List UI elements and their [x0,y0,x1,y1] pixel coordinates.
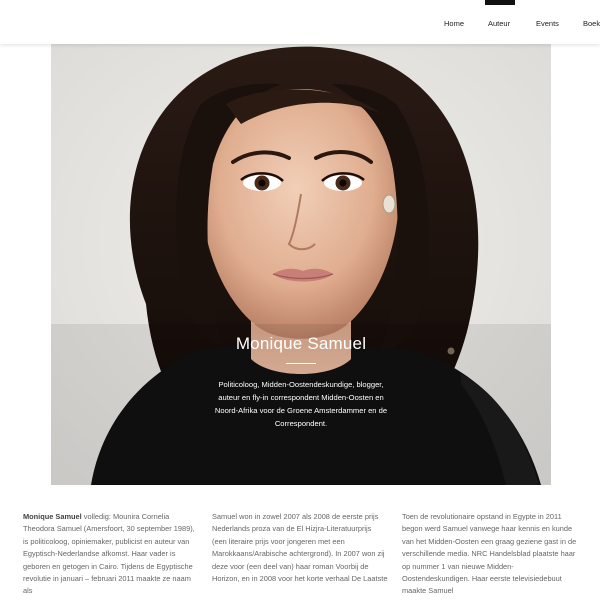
author-tagline: Politicoloog, Midden-Oostendeskundige, blogger, auteur en fly-in correspondent Midden-Oosten en Noord-Afrika voor de Groene Amsterdammer en de Correspondent. [214,380,388,428]
bio-column-1 [23,511,199,598]
top-navigation-bar [0,0,600,44]
nav-item-events[interactable]: Events [536,19,559,28]
bio-column-3-text: Toen de revolutionaire opstand in Egypte in 2011 begon werd Samuel vanwege haar kennis en kunde van het Midden-Oosten een graag geziene gast in de verschillende media. NRC Handelsblad plaatste haar op nummer 1 van nieuwe Midden-Oostendeskundigen. Haar eerste televisiedebuut maakte Samuel [402,512,577,596]
main-nav [0,19,600,33]
bio-column-1-text: volledig: Mounira Cornelia Theodora Samuel (Amersfoort, 30 september 1989), is politicoloog, opiniemaker, publicist en auteur van Egyptisch-Nederlandse afkomst. Haar vader is geboren en getogen in Cairo. Tijdens de Egyptische revolutie in januari – februari 2011 maakte ze naam als [23,512,195,596]
nav-item-home[interactable]: Home [444,19,465,28]
hero-divider [286,363,316,364]
author-name-heading: Monique Samuel [235,334,367,353]
bio-column-2 [212,511,388,585]
biography-section [23,511,583,600]
author-hero [51,44,551,485]
nav-item-boek[interactable]: Boek [583,19,600,28]
bio-column-3 [402,511,578,598]
nav-item-auteur[interactable]: Auteur [488,19,511,28]
bio-author-name: Monique Samuel [23,512,82,521]
bio-column-2-text: Samuel won in zowel 2007 als 2008 de eerste prijs Nederlands proza van de El Hizjra-Literatuurprijs (een literaire prijs voor jongeren met een Marokkaans/Arabische achtergrond). In 2007 won zij deze voor (een deel van) haar roman Voorbij de Horizon, en in 2008 voor het korte verhaal De Laatste [212,512,388,584]
active-nav-indicator [485,0,515,5]
